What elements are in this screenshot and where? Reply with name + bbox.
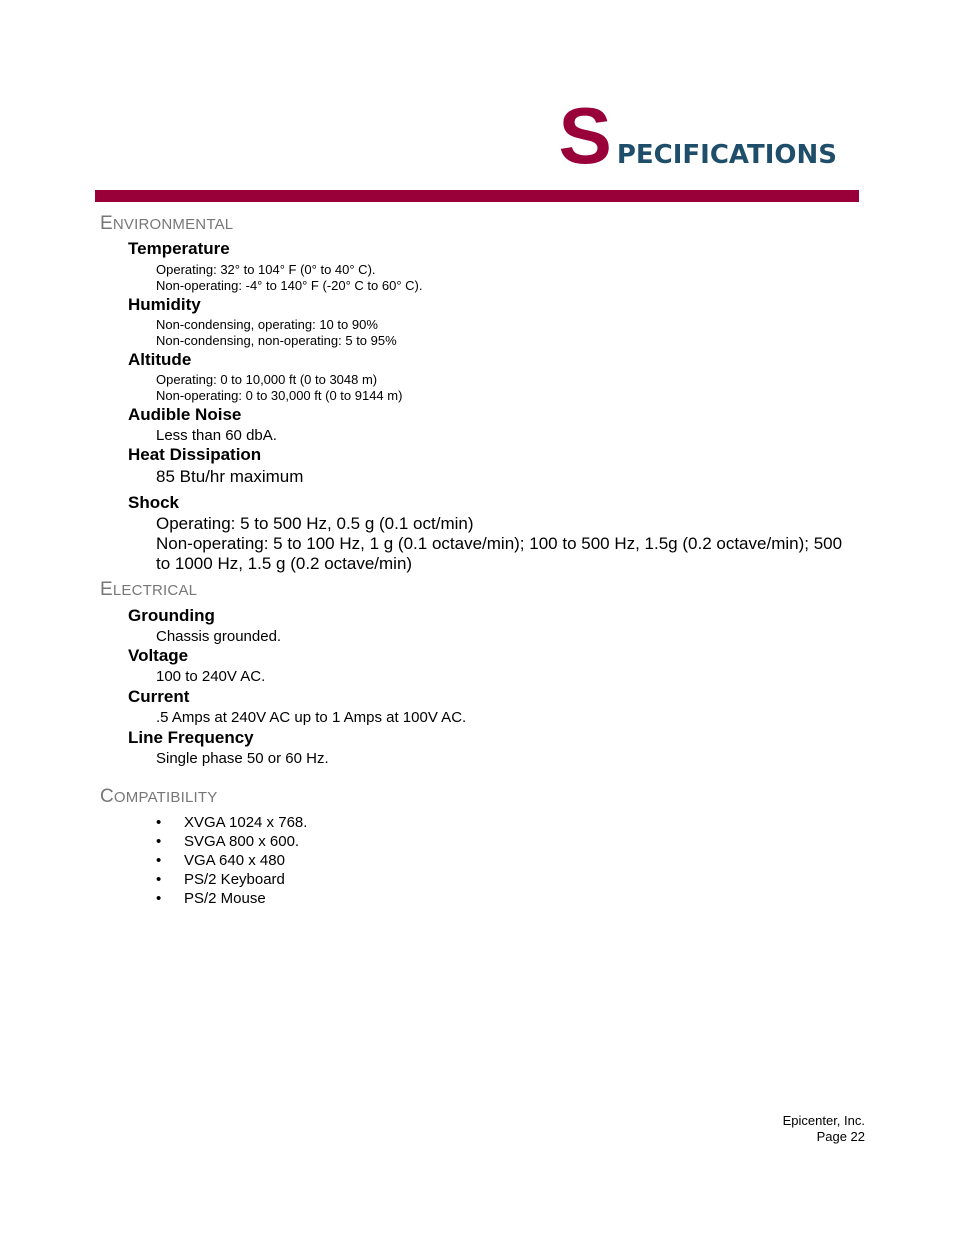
- audible-noise-value: Less than 60 dbA.: [156, 427, 277, 444]
- page-footer: [783, 1113, 865, 1145]
- page-title: [558, 91, 837, 180]
- section-heading-compatibility: [100, 786, 217, 808]
- shock-non-operating: Non-operating: 5 to 100 Hz, 1 g (0.1 octave/min); 100 to 500 Hz, 1.5g (0.2 octave/min); 500 to 1000 Hz, 1.5 g (0.2 octave/min): [156, 534, 843, 573]
- section-heading-initial: C: [100, 786, 114, 807]
- section-heading-rest: OMPATIBILITY: [113, 789, 218, 806]
- grounding-value: Chassis grounded.: [156, 628, 282, 645]
- list-item: • PS/2 Mouse: [156, 889, 307, 908]
- compatibility-list: [156, 813, 307, 908]
- title-divider: [95, 190, 859, 202]
- humidity-non-operating: Non-condensing, non-operating: 5 to 95%: [156, 333, 397, 348]
- altitude-operating: Operating: 0 to 10,000 ft (0 to 3048 m): [156, 372, 378, 387]
- shock-operating: Operating: 5 to 500 Hz, 0.5 g (0.1 oct/min): [156, 514, 474, 533]
- altitude-heading: Altitude: [128, 350, 192, 369]
- list-item: • VGA 640 x 480: [156, 851, 307, 870]
- shock-heading: Shock: [128, 493, 180, 512]
- current-heading: Current: [128, 687, 190, 706]
- line-frequency-value: Single phase 50 or 60 Hz.: [156, 750, 329, 767]
- list-item: • PS/2 Keyboard: [156, 870, 307, 889]
- page-title-initial: S: [558, 91, 612, 180]
- footer-company: Epicenter, Inc.: [782, 1113, 865, 1128]
- altitude-non-operating: Non-operating: 0 to 30,000 ft (0 to 9144 m): [156, 388, 403, 403]
- line-frequency-heading: Line Frequency: [128, 728, 254, 747]
- section-heading-initial: E: [100, 213, 113, 234]
- section-heading-electrical: [100, 579, 197, 601]
- footer-page-number: Page 22: [816, 1129, 865, 1144]
- humidity-heading: Humidity: [128, 295, 201, 314]
- voltage-heading: Voltage: [128, 646, 189, 665]
- temperature-non-operating: Non-operating: -4° to 140° F (-20° C to 60° C).: [156, 278, 423, 293]
- section-heading-initial: E: [100, 579, 113, 600]
- voltage-value: 100 to 240V AC.: [156, 668, 266, 685]
- temperature-operating: Operating: 32° to 104° F (0° to 40° C).: [156, 262, 376, 277]
- section-heading-rest: LECTRICAL: [112, 582, 198, 599]
- heat-dissipation-value: 85 Btu/hr maximum: [156, 467, 304, 486]
- list-item: • SVGA 800 x 600.: [156, 832, 307, 851]
- page-title-rest: PECIFICATIONS: [616, 140, 837, 170]
- current-value: .5 Amps at 240V AC up to 1 Amps at 100V AC.: [156, 709, 467, 726]
- section-heading-rest: NVIRONMENTAL: [112, 216, 234, 233]
- audible-noise-heading: Audible Noise: [128, 405, 242, 424]
- list-item: • XVGA 1024 x 768.: [156, 813, 307, 832]
- temperature-heading: Temperature: [128, 239, 230, 258]
- humidity-operating: Non-condensing, operating: 10 to 90%: [156, 317, 378, 332]
- grounding-heading: Grounding: [128, 606, 215, 625]
- heat-dissipation-heading: Heat Dissipation: [128, 445, 262, 464]
- section-heading-environmental: [100, 213, 233, 235]
